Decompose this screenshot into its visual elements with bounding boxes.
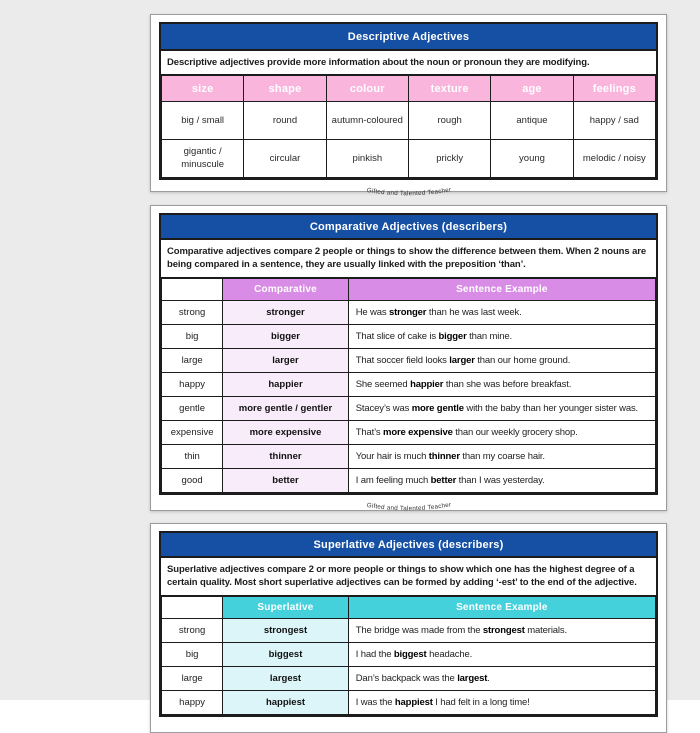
descriptive-cell: gigantic / minuscule — [162, 140, 244, 178]
column-header-size: size — [162, 76, 244, 102]
svg-text:Gifted and Talented Teacher — [366, 501, 452, 512]
comparative-sheet — [159, 213, 658, 495]
descriptive-cell: round — [244, 102, 326, 140]
descriptive-cell: circular — [244, 140, 326, 178]
comparative-description: Comparative adjectives compare 2 people or things to show the difference between them. When 2 nouns are being compared in a sentence, they are usually linked with the preposition ‘than’. — [161, 240, 656, 278]
comparative-form-cell: thinner — [223, 444, 348, 468]
table-row — [162, 618, 656, 642]
column-header-Superlative: Superlative — [223, 596, 348, 618]
table-row — [162, 396, 656, 420]
descriptive-cell: pinkish — [326, 140, 408, 178]
sentence-example-cell: She seemed happier than she was before breakfast. — [348, 372, 655, 396]
comparative-title: Comparative Adjectives (describers) — [161, 215, 656, 240]
comparative-form-cell: strongest — [223, 618, 348, 642]
corner-cell — [162, 278, 223, 300]
watermark-curve — [334, 496, 484, 514]
sentence-example-cell: I was the happiest I had felt in a long time! — [348, 690, 655, 714]
base-adjective-cell: expensive — [162, 420, 223, 444]
comparative-form-cell: larger — [223, 348, 348, 372]
column-header-colour: colour — [326, 76, 408, 102]
base-adjective-cell: strong — [162, 618, 223, 642]
corner-cell — [162, 596, 223, 618]
descriptive-header-row — [162, 76, 656, 102]
superlative-title: Superlative Adjectives (describers) — [161, 533, 656, 558]
sentence-example-cell: That’s more expensive than our weekly grocery shop. — [348, 420, 655, 444]
card-comparative-adjectives — [150, 205, 667, 511]
sentence-example-cell: That soccer field looks larger than our home ground. — [348, 348, 655, 372]
table-row — [162, 444, 656, 468]
sentence-example-cell: I am feeling much better than I was yesterday. — [348, 468, 655, 492]
sentence-example-cell: Your hair is much thinner than my coarse hair. — [348, 444, 655, 468]
base-adjective-cell: strong — [162, 300, 223, 324]
column-header-sentence-example: Sentence Example — [348, 596, 655, 618]
watermark — [159, 181, 658, 199]
table-row — [162, 324, 656, 348]
sentence-example-cell: I had the biggest headache. — [348, 642, 655, 666]
descriptive-table — [161, 75, 656, 178]
comparative-form-cell: largest — [223, 666, 348, 690]
card-descriptive-adjectives — [150, 14, 667, 198]
svg-text:Gifted and Talented Teacher — [366, 187, 452, 198]
descriptive-title: Descriptive Adjectives — [161, 24, 656, 51]
descriptive-cell: antique — [491, 102, 573, 140]
base-adjective-cell: happy — [162, 690, 223, 714]
comparative-form-cell: more gentle / gentler — [223, 396, 348, 420]
base-adjective-cell: good — [162, 468, 223, 492]
table-row — [162, 420, 656, 444]
sentence-example-cell: The bridge was made from the strongest materials. — [348, 618, 655, 642]
base-adjective-cell: gentle — [162, 396, 223, 420]
table-row — [162, 140, 656, 178]
descriptive-cell: young — [491, 140, 573, 178]
table-row — [162, 666, 656, 690]
descriptive-description: Descriptive adjectives provide more information about the noun or pronoun they are modifying. — [161, 51, 656, 75]
superlative-table — [161, 596, 656, 715]
comparative-header-row — [162, 278, 656, 300]
comparative-form-cell: happier — [223, 372, 348, 396]
base-adjective-cell: large — [162, 666, 223, 690]
sentence-example-cell: He was stronger than he was last week. — [348, 300, 655, 324]
column-header-sentence-example: Sentence Example — [348, 278, 655, 300]
base-adjective-cell: happy — [162, 372, 223, 396]
card-superlative-adjectives — [150, 523, 667, 733]
descriptive-cell: rough — [408, 102, 490, 140]
superlative-description: Superlative adjectives compare 2 or more people or things to show which one has the highest degree of a certain quality. Most short superlative adjectives can be formed by adding ‘-est’ to the end of the adjective. — [161, 558, 656, 596]
comparative-form-cell: bigger — [223, 324, 348, 348]
descriptive-cell: autumn-coloured — [326, 102, 408, 140]
superlative-sheet — [159, 531, 658, 717]
table-row — [162, 642, 656, 666]
base-adjective-cell: big — [162, 324, 223, 348]
table-row — [162, 300, 656, 324]
table-row — [162, 690, 656, 714]
table-row — [162, 102, 656, 140]
table-row — [162, 348, 656, 372]
watermark — [159, 496, 658, 514]
descriptive-cell: melodic / noisy — [573, 140, 655, 178]
comparative-form-cell: happiest — [223, 690, 348, 714]
sentence-example-cell: That slice of cake is bigger than mine. — [348, 324, 655, 348]
descriptive-sheet — [159, 22, 658, 180]
base-adjective-cell: big — [162, 642, 223, 666]
comparative-form-cell: better — [223, 468, 348, 492]
table-row — [162, 468, 656, 492]
comparative-form-cell: stronger — [223, 300, 348, 324]
sentence-example-cell: Stacey’s was more gentle with the baby than her younger sister was. — [348, 396, 655, 420]
table-row — [162, 372, 656, 396]
descriptive-cell: prickly — [408, 140, 490, 178]
comparative-form-cell: biggest — [223, 642, 348, 666]
column-header-feelings: feelings — [573, 76, 655, 102]
watermark-text: Gifted and Talented Teacher — [365, 186, 452, 198]
descriptive-cell: big / small — [162, 102, 244, 140]
comparative-form-cell: more expensive — [223, 420, 348, 444]
column-header-texture: texture — [408, 76, 490, 102]
column-header-age: age — [491, 76, 573, 102]
descriptive-cell: happy / sad — [573, 102, 655, 140]
base-adjective-cell: large — [162, 348, 223, 372]
column-header-Comparative: Comparative — [223, 278, 348, 300]
column-header-shape: shape — [244, 76, 326, 102]
sentence-example-cell: Dan’s backpack was the largest. — [348, 666, 655, 690]
watermark-curve — [334, 181, 484, 199]
comparative-table — [161, 278, 656, 493]
watermark-text: Gifted and Talented Teacher — [365, 500, 452, 512]
superlative-header-row — [162, 596, 656, 618]
base-adjective-cell: thin — [162, 444, 223, 468]
